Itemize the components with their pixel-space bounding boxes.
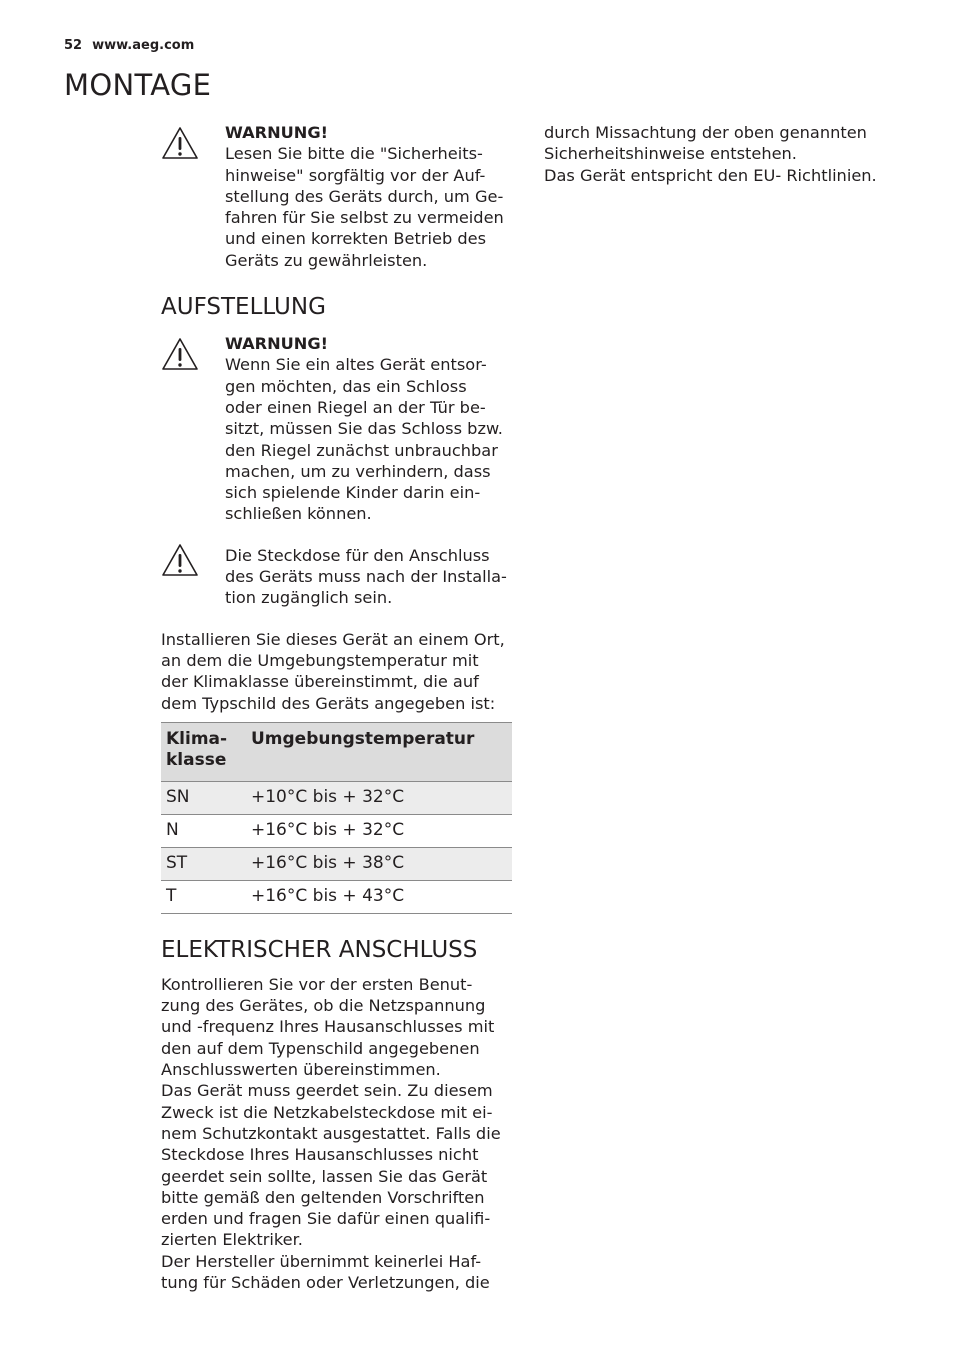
site-url: www.aeg.com	[92, 38, 195, 53]
climate-class-table	[161, 722, 512, 914]
table-cell: N	[161, 814, 246, 847]
table-cell: +10°C bis + 32°C	[246, 781, 512, 814]
install-intro: Installieren Sie dieses Gerät an einem Ort, an dem die Umgebungstemperatur mit der Klimaklasse übereinstimmt, die auf dem Typschild des Geräts angegeben ist:	[161, 629, 505, 713]
section-heading-elektrisch: ELEKTRISCHER ANSCHLUSS	[161, 936, 478, 963]
table-header-cell: Umgebungstemperatur	[246, 722, 512, 781]
table-cell: +16°C bis + 43°C	[246, 880, 512, 913]
warning-triangle-icon	[161, 126, 199, 160]
notice-text: Die Steckdose für den Anschluss des Geräts muss nach der Installa- tion zugänglich sein.	[225, 545, 507, 608]
table-row	[161, 781, 512, 814]
warning-text: Wenn Sie ein altes Gerät entsor- gen möchten, das ein Schloss oder einen Riegel an der Tür be- sitzt, müssen Sie das Schloss bzw. den Riegel zunächst unbrauchbar machen, um zu verhindern, dass sich spielende Kinder darin ein- schließen können.	[225, 355, 503, 524]
table-row	[161, 814, 512, 847]
table-cell: ST	[161, 847, 246, 880]
electrical-text: Kontrollieren Sie vor der ersten Benut- zung des Gerätes, ob die Netzspannung und -frequenz Ihres Hausanschlusses mit den auf dem Typenschild angegebenen Anschlusswerten übereinstimmen. Das Gerät muss geerdet sein. Zu diesem Zweck ist die Netzkabelsteckdose mit ei- nem Schutzkontakt ausgestattet. Falls die Steckdose Ihres Hausanschlusses nicht geerdet sein sollte, lassen Sie das Gerät bitte gemäß den geltenden Vorschriften erden und fragen Sie dafür einen qualifi- zierten Elektriker. Der Hersteller übernimmt keinerlei Haf- tung für Schäden oder Verletzungen, die	[161, 974, 501, 1292]
table-cell: SN	[161, 781, 246, 814]
warning-title: WARNUNG!	[225, 334, 329, 354]
left-column	[161, 122, 513, 1293]
right-column	[544, 122, 904, 186]
table-header-row	[161, 722, 512, 781]
page-header	[64, 38, 194, 53]
warning-text: Lesen Sie bitte die "Sicherheits- hinweise" sorgfältig vor der Auf- stellung des Geräts durch, um Ge- fahren für Sie selbst zu vermeiden und einen korrekten Betrieb des Geräts zu gewährleisten.	[225, 144, 504, 270]
section-heading-aufstellung: AUFSTELLUNG	[161, 294, 326, 321]
page-number: 52	[64, 38, 83, 53]
table-cell: T	[161, 880, 246, 913]
warning-triangle-icon	[161, 337, 199, 371]
warning-triangle-icon	[161, 543, 199, 577]
table-row	[161, 847, 512, 880]
page-title: MONTAGE	[64, 68, 212, 102]
warning-block-safety	[161, 122, 513, 271]
table-cell: +16°C bis + 38°C	[246, 847, 512, 880]
notice-block-socket	[161, 545, 513, 609]
warning-block-lock	[161, 333, 513, 525]
table-cell: +16°C bis + 32°C	[246, 814, 512, 847]
right-column-text: durch Missachtung der oben genannten Sicherheitshinweise entstehen. Das Gerät entspricht den EU- Richtlinien.	[544, 123, 877, 185]
table-row	[161, 880, 512, 913]
warning-title: WARNUNG!	[225, 123, 329, 142]
table-header-cell: Klima- klasse	[161, 722, 246, 781]
